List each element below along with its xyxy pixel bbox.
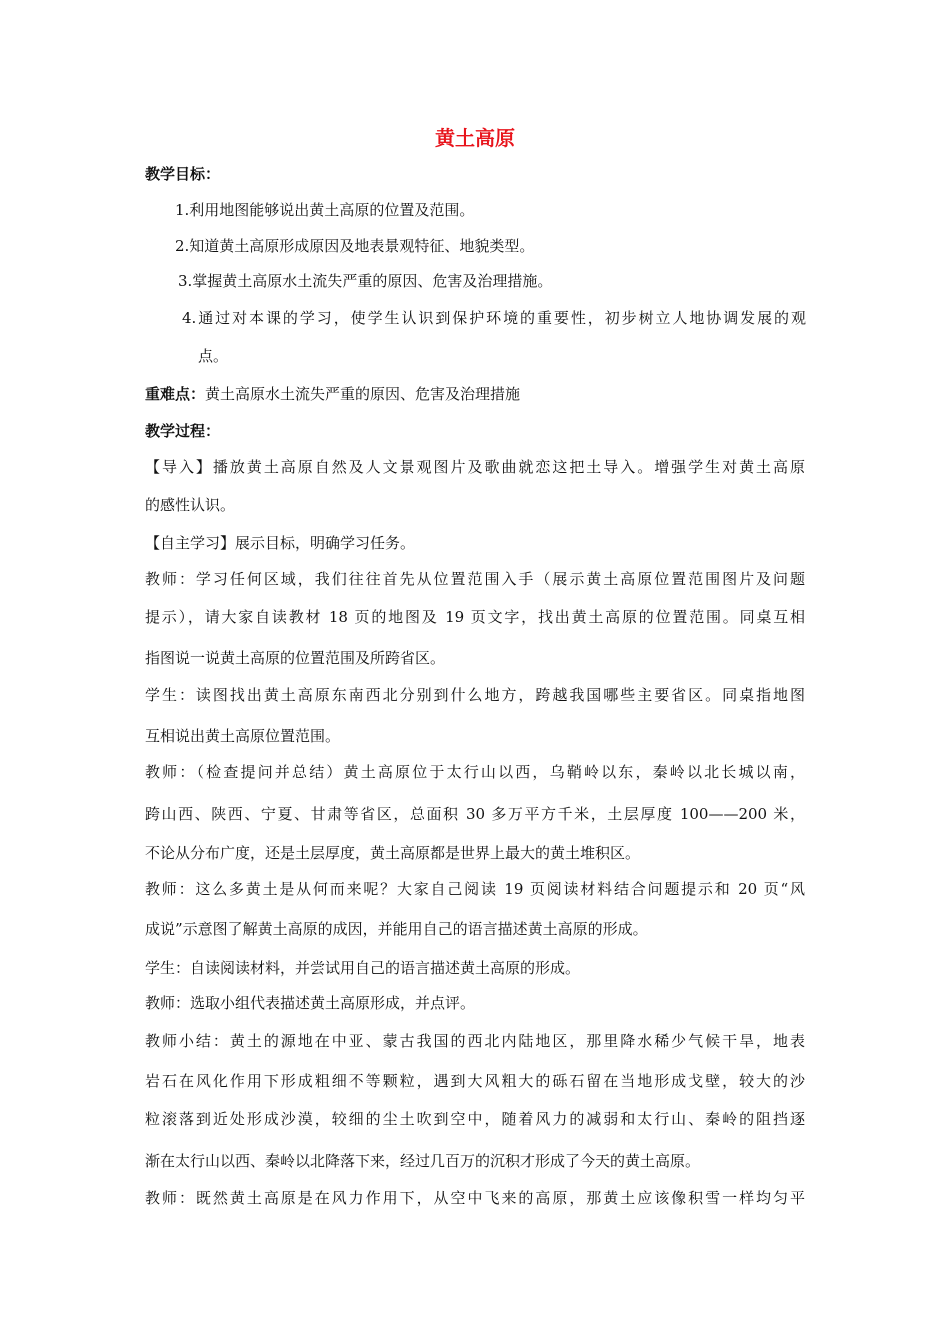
body-line: 教师：（检查提问并总结）黄土高原位于太行山以西，乌鞘岭以东，秦岭以北长城以南， [145,763,805,781]
body-line: 岩石在风化作用下形成粗细不等颗粒，遇到大风粗大的砾石留在当地形成戈壁，较大的沙 [145,1072,805,1090]
body-line: 教师：学习任何区域，我们往往首先从位置范围入手（展示黄土高原位置范围图片及问题 [145,570,805,588]
key-points-label: 重难点： [145,385,206,403]
body-line: 不论从分布广度，还是土层厚度，黄土高原都是世界上最大的黄土堆积区。 [145,844,641,862]
body-line: 教师：选取小组代表描述黄土高原形成，并点评。 [145,994,476,1012]
body-line: 【自主学习】展示目标，明确学习任务。 [145,534,416,552]
body-line: 教师：这么多黄土是从何而来呢？大家自己阅读 19 页阅读材料结合问题提示和 20 页“风 [145,880,805,898]
objective-item: 4.通过对本课的学习，使学生认识到保护环境的重要性，初步树立人地协调发展的观 [182,309,806,327]
body-line: 教师：既然黄土高原是在风力作用下，从空中飞来的高原，那黄土应该像积雪一样均匀平 [145,1189,805,1207]
body-line: 指图说一说黄土高原的位置范围及所跨省区。 [145,649,446,667]
body-line: 渐在太行山以西、秦岭以北降落下来，经过几百万的沉积才形成了今天的黄土高原。 [145,1152,701,1170]
body-line: 的感性认识。 [145,496,236,514]
objectives-heading: 教学目标： [145,165,221,183]
process-heading: 教学过程： [145,422,221,440]
objective-item: 3.掌握黄土高原水土流失严重的原因、危害及治理措施。 [178,272,553,290]
body-line: 跨山西、陕西、宁夏、甘肃等省区，总面积 30 多万平方千米，土层厚度 100——200 米， [145,805,805,823]
body-line: 互相说出黄土高原位置范围。 [145,727,341,745]
body-line: 学生：读图找出黄土高原东南西北分别到什么地方，跨越我国哪些主要省区。同桌指地图 [145,686,805,704]
body-line: 粒滚落到近处形成沙漠，较细的尘土吹到空中，随着风力的减弱和太行山、秦岭的阻挡逐 [145,1110,805,1128]
body-line: 【导入】播放黄土高原自然及人文景观图片及歌曲就恋这把土导入。增强学生对黄土高原 [145,458,805,476]
body-line: 提示），请大家自读教材 18 页的地图及 19 页文字，找出黄土高原的位置范围。同桌互相 [145,608,805,626]
body-line: 成说”示意图了解黄土高原的成因，并能用自己的语言描述黄土高原的形成。 [145,920,648,938]
objective-item: 1.利用地图能够说出黄土高原的位置及范围。 [175,201,475,219]
key-points-line [145,383,520,405]
key-points-text: 黄土高原水土流失严重的原因、危害及治理措施 [205,385,521,403]
objective-item-continuation: 点。 [198,347,229,365]
body-line: 学生：自读阅读材料，并尝试用自己的语言描述黄土高原的形成。 [145,959,581,977]
objective-item: 2.知道黄土高原形成原因及地表景观特征、地貌类型。 [175,237,535,255]
body-line: 教师小结：黄土的源地在中亚、蒙古我国的西北内陆地区，那里降水稀少气候干旱，地表 [145,1032,805,1050]
document-title: 黄土高原 [435,126,515,150]
